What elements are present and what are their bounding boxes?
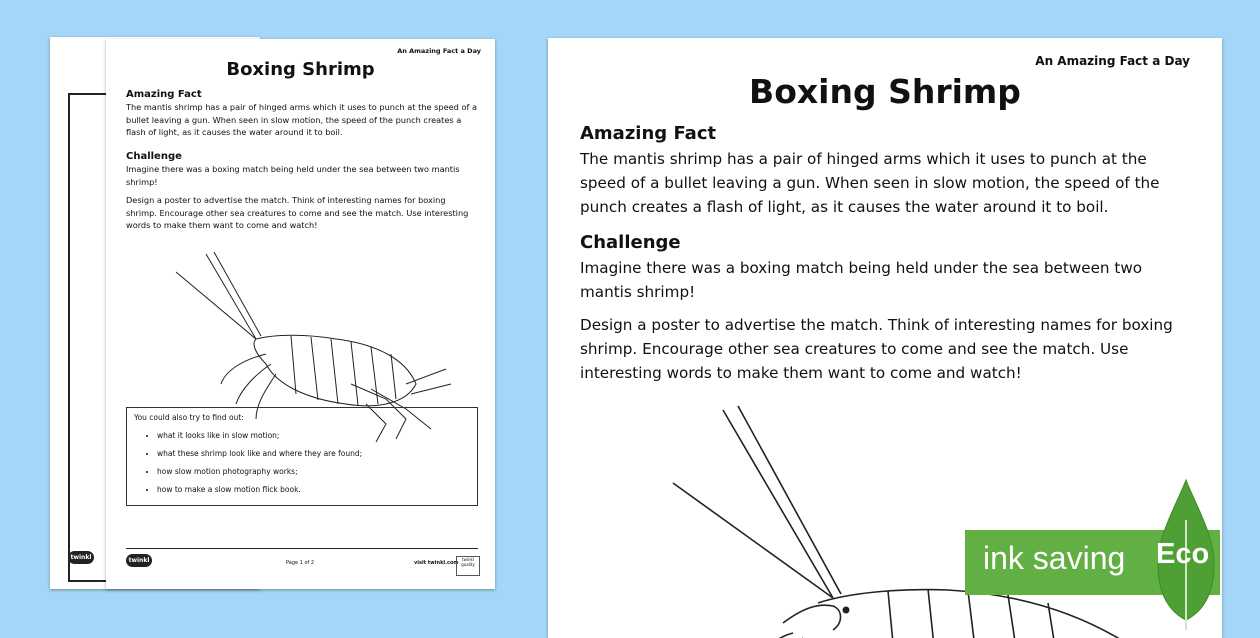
amazing-fact-text: The mantis shrimp has a pair of hinged arms which it uses to punch at the speed of a bullet leaving a gun. When seen in slow motion, the speed of the punch creates a flash of light, as it causes the water around it to boil. [126,102,477,137]
visit-link: visit twinkl.com [414,560,459,566]
challenge-text-1: Imagine there was a boxing match being held under the sea between two mantis shrimp! [126,164,460,187]
page-header: An Amazing Fact a Day [397,47,481,55]
shrimp-illustration [548,398,1222,638]
list-item: • how to make a slow motion flick book. [157,481,362,499]
challenge-text-1: Imagine there was a boxing match being held under the sea between two mantis shrimp! [580,259,1143,301]
amazing-fact-text: The mantis shrimp has a pair of hinged arms which it uses to punch at the speed of a bullet leaving a gun. When seen in slow motion, the speed of the punch creates a flash of light, as it causes the water around it to boil. [580,150,1160,216]
twinkl-logo: twinkl [68,551,94,564]
list-item: • what these shrimp look like and where they are found; [157,445,362,463]
quality-badge: twinkl quality [456,556,480,576]
eco-badge-label: Eco [1156,538,1210,570]
twinkl-logo: twinkl [126,554,152,567]
find-out-list [141,427,362,499]
amazing-fact-heading: Amazing Fact [580,123,717,144]
find-out-box [126,407,478,506]
page-thumbnail [106,39,495,589]
footer-rule [126,548,478,549]
find-out-intro: You could also try to find out: [134,413,244,422]
list-item: • what it looks like in slow motion; [157,427,362,445]
amazing-fact-heading: Amazing Fact [126,89,202,100]
challenge-heading: Challenge [580,232,681,253]
eco-badge-text: ink saving [983,540,1126,576]
page-title: Boxing Shrimp [226,59,375,80]
page-number: Page 1 of 2 [286,560,315,566]
page-title: Boxing Shrimp [749,72,1021,111]
challenge-text-2: Design a poster to advertise the match. Think of interesting names for boxing shrimp. Encourage other sea creatures to come and see the match. Use interesting words to make them want to come and watch! [126,195,469,230]
challenge-heading: Challenge [126,151,182,162]
list-item: • how slow motion photography works; [157,463,362,481]
page-header: An Amazing Fact a Day [1035,54,1190,68]
challenge-text-2: Design a poster to advertise the match. Think of interesting names for boxing shrimp. Encourage other sea creatures to come and see the match. Use interesting words to make them want to come and watch! [580,316,1173,382]
